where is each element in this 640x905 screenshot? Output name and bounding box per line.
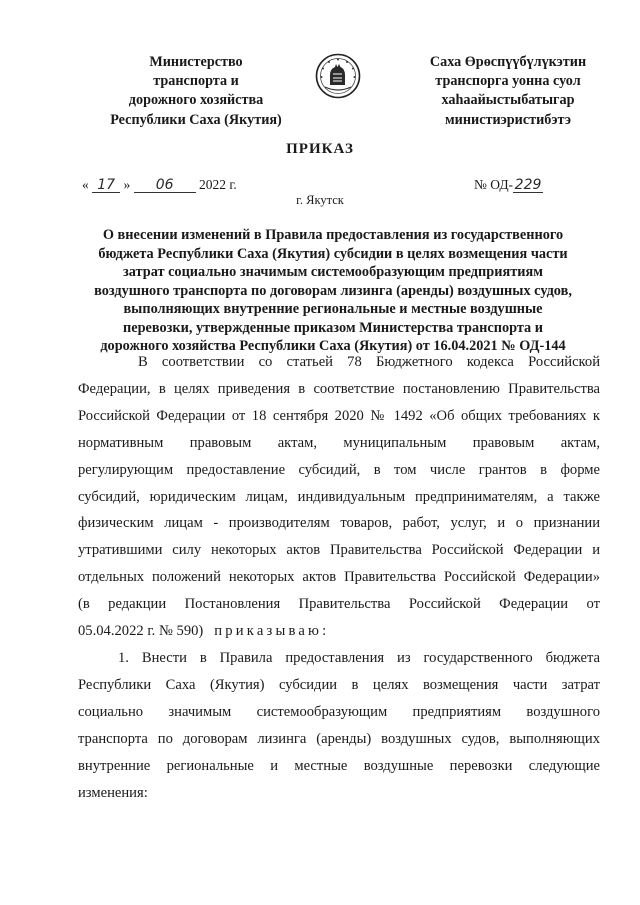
order-number bbox=[474, 177, 543, 193]
title-line: выполняющих внутренние региональные и местные воздушные bbox=[123, 301, 543, 317]
body-line: Российской Федерации от 18 сентября 2020 № 1492 «Об общих требованиях к bbox=[78, 407, 600, 424]
date-close-quote: » bbox=[123, 177, 131, 192]
title-line: бюджета Республики Саха (Якутия) субсидии в целях возмещения части bbox=[98, 245, 568, 262]
order-number-prefix: № ОД- bbox=[474, 177, 514, 192]
title-line: затрат социально значимым системообразующим предприятиям bbox=[123, 264, 543, 280]
header-right-line: хаһаайыстыбатыгар bbox=[441, 92, 575, 109]
item1-last-line: изменения: bbox=[78, 784, 148, 801]
ministry-name-yakut bbox=[405, 53, 611, 130]
title-line: О внесении изменений в Правила предоставления из государственного bbox=[102, 227, 564, 243]
ministry-name-russian bbox=[98, 53, 294, 130]
date-open-quote: « bbox=[82, 177, 89, 192]
header-left-line: Министерство bbox=[149, 54, 243, 70]
header-left-line: транспорта и bbox=[153, 73, 239, 90]
body-line: регулирующим предоставление субсидий, в том числе грантов в форме bbox=[78, 461, 600, 478]
title-line: дорожного хозяйства Республики Саха (Якутия) от 16.04.2021 № ОД-144 bbox=[100, 338, 566, 354]
body-line: В соответствии со статьей 78 Бюджетного кодекса Российской bbox=[138, 354, 600, 370]
body-line: физическим лицам - производителям товаров, работ, услуг, и о признании bbox=[78, 515, 600, 532]
body-line: субсидий, юридическим лицам, индивидуальным предпринимателям, а также bbox=[78, 488, 600, 505]
header-left-line: Республики Саха (Якутия) bbox=[110, 111, 282, 128]
date-month: 06 bbox=[134, 178, 196, 193]
item1-line: социально значимым системообразующим предприятиям воздушного bbox=[78, 703, 600, 720]
order-title bbox=[64, 226, 602, 356]
header-right-line: Саха Өрөспүүбүлүкэтин bbox=[429, 54, 587, 70]
item1-line: внутренние региональные и местные воздушные перевозки следующие bbox=[78, 757, 600, 774]
item1-line: 1. Внести в Правила предоставления из государственного бюджета bbox=[118, 649, 600, 666]
body-line: утратившими силу некоторых актов Правительства Российской Федерации и bbox=[78, 542, 600, 559]
body-line: (в редакции Постановления Правительства Российской Федерации от bbox=[78, 596, 600, 613]
body-last-prefix: 05.04.2022 г. № 590) bbox=[78, 623, 204, 640]
yakutia-coat-of-arms-icon bbox=[315, 53, 361, 99]
order-body bbox=[78, 349, 600, 806]
order-date bbox=[82, 177, 237, 193]
body-line-order bbox=[78, 618, 600, 645]
document-type-heading: ПРИКАЗ bbox=[286, 141, 354, 157]
body-line: нормативным правовым актам, муниципальным правовым актам, bbox=[78, 434, 600, 451]
body-line: отдельных положений некоторых актов Правительства Российской Федерации» bbox=[78, 569, 600, 586]
date-year: 2022 г. bbox=[199, 177, 237, 192]
city-name: г. Якутск bbox=[296, 193, 344, 207]
date-day: 17 bbox=[92, 178, 120, 193]
item1-line: транспорта по договорам лизинга (аренды) воздушных судов, выполняющих bbox=[78, 730, 600, 747]
body-line: Федерации, в целях приведения в соответствие постановлению Правительства bbox=[78, 380, 600, 397]
item1-line: Республики Саха (Якутия) субсидии в целях возмещения части затрат bbox=[78, 676, 600, 693]
title-line: перевозки, утвержденные приказом Министерства транспорта и bbox=[122, 319, 544, 336]
header-right-line: министиэристибэтэ bbox=[445, 111, 571, 128]
title-line: воздушного транспорта по договорам лизинга (аренды) воздушных судов, bbox=[94, 282, 572, 299]
header-right-line: транспорга уонна суол bbox=[435, 73, 581, 90]
header-left-line: дорожного хозяйства bbox=[128, 92, 264, 109]
order-verb: приказываю: bbox=[214, 623, 330, 640]
order-number-value: 229 bbox=[514, 177, 542, 193]
